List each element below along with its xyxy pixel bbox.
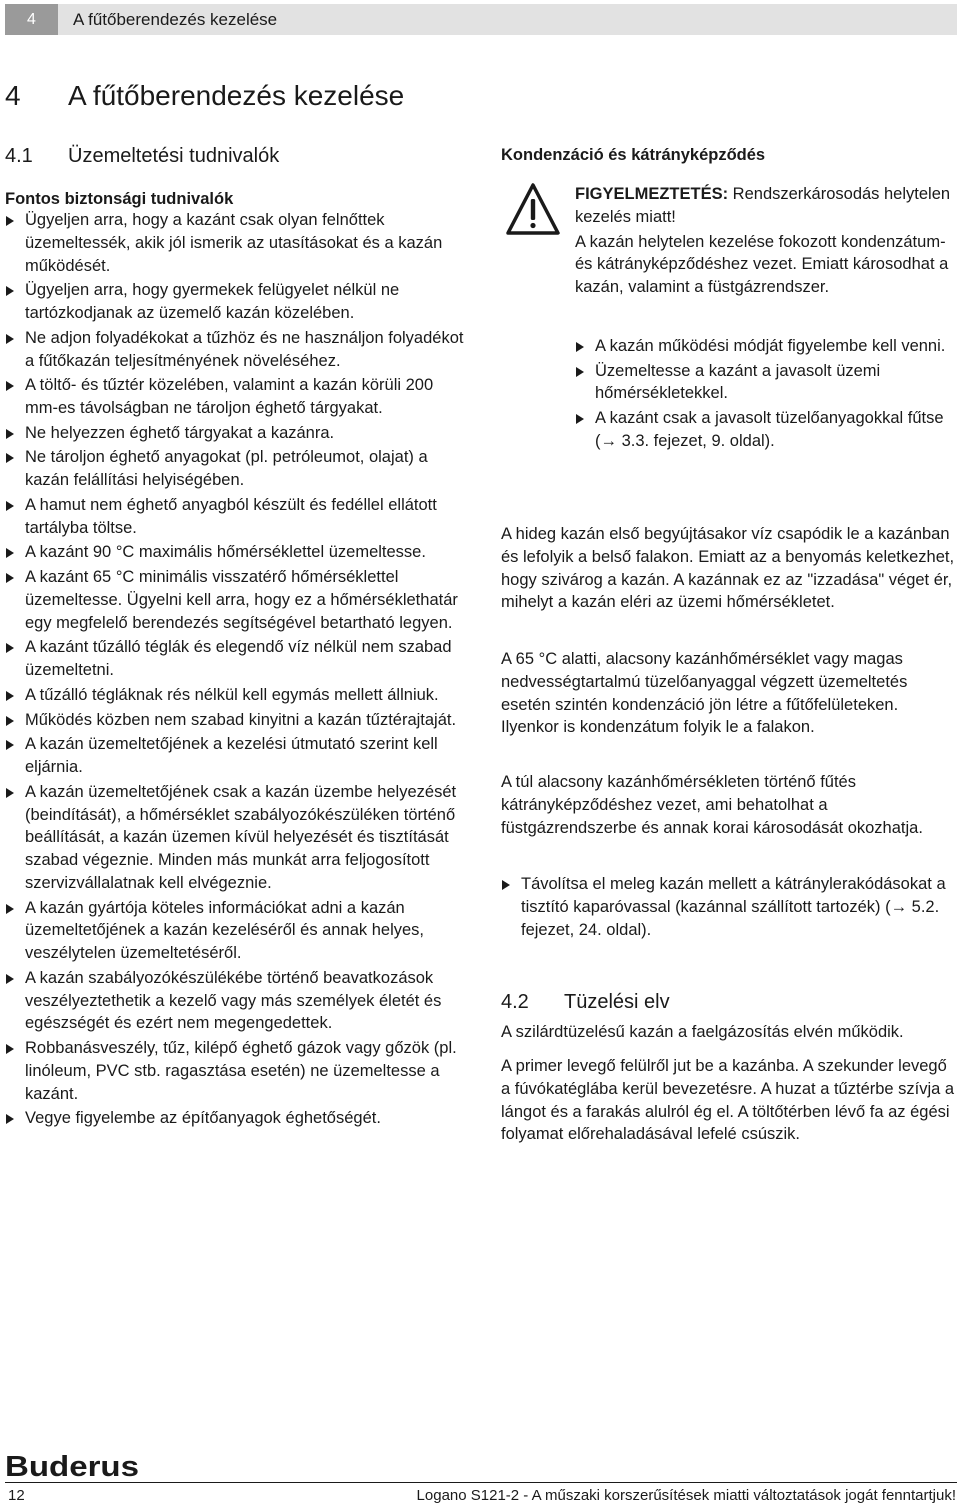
bullet-item xyxy=(5,494,467,540)
bullet-text: A kazánt tűzálló téglák és elegendő víz nélkül nem szabad üzemeltetni. xyxy=(25,638,452,680)
bullet-item xyxy=(5,636,467,682)
bullet-item xyxy=(5,446,467,492)
warning-label: FIGYELMEZTETÉS: xyxy=(575,185,729,203)
bullet-arrow-icon xyxy=(6,501,14,511)
bullet-text: A kazán működési módját figyelembe kell venni. xyxy=(595,337,946,355)
bullet-text: A kazánt csak a javasolt tüzelőanyagokkal fűtse (→ 3.3. fejezet, 9. oldal). xyxy=(595,409,944,450)
bullet-arrow-icon xyxy=(6,691,14,701)
section-4-2-title xyxy=(501,991,670,1014)
bullet-text: A tűzálló tégláknak rés nélkül kell egymás mellett állniuk. xyxy=(25,685,439,704)
bullet-text: Ügyeljen arra, hogy gyermekek felügyelet nélkül ne tartózkodjanak az üzemelő kazán közelében. xyxy=(25,281,400,323)
condensation-paragraph-1: A hideg kazán első begyújtásakor víz csapódik le a kazánban és lefolyik a belső falakon. Emiatt az a benyomás keletkezhet, hogy szivárog a kazán. A kazánnak ez az "izzadása" véget ér, mihelyt a kazán eléri az üzemi hőmérsékletet. xyxy=(501,525,955,612)
bullet-arrow-icon xyxy=(576,367,584,377)
bullet-arrow-icon xyxy=(502,880,510,890)
bullet-item xyxy=(5,566,467,634)
bullet-arrow-icon xyxy=(6,216,14,226)
bullet-arrow-icon xyxy=(6,548,14,558)
bullet-text: A kazán üzemeltetőjének csak a kazán üzembe helyezését (beindítását), a hőmérséklet szabályozókészüléken történő beállítását, a kazán üzemen kívül helyezését és tisztítását szabad végeznie. Minden más munkát arra feljogosított szervizvállalatnak kell elvégeznie. xyxy=(25,782,457,892)
page-number: 12 xyxy=(8,1487,25,1504)
bullet-arrow-icon xyxy=(6,429,14,439)
bullet-arrow-icon xyxy=(6,904,14,914)
bullet-item xyxy=(5,1107,467,1130)
chapter-number: 4 xyxy=(5,80,21,111)
bullet-item xyxy=(5,541,467,564)
buderus-logo xyxy=(5,1452,140,1480)
section-number: 4.2 xyxy=(501,991,529,1013)
bullet-item xyxy=(5,327,467,373)
bullet-item xyxy=(575,360,958,406)
warning-triangle-icon xyxy=(505,181,561,247)
chapter-title xyxy=(5,80,404,112)
bullet-item xyxy=(5,781,467,895)
bullet-arrow-icon xyxy=(6,1044,14,1054)
condensation-paragraph-2: A 65 °C alatti, alacsony kazánhőmérséklet vagy magas nedvességtartalmú tüzelőanyaggal végzett üzemeltetés esetén szintén kondenzáció jön létre a fűtőfelületeken. Ilyenkor is kondenzátum folyik le a falakon. xyxy=(501,650,908,737)
running-header xyxy=(5,4,957,35)
bullet-arrow-icon xyxy=(6,716,14,726)
bullet-text: Távolítsa el meleg kazán mellett a kátránylerakódásokat a tisztító kaparóvassal (kazánnal szállított tartozék) (→ 5.2. fejezet, 24. oldal). xyxy=(521,875,946,939)
bullet-arrow-icon xyxy=(6,740,14,750)
bullet-arrow-icon xyxy=(6,453,14,463)
bullet-arrow-icon xyxy=(6,974,14,984)
bullet-item xyxy=(501,873,956,941)
footer-rule xyxy=(5,1482,957,1483)
bullet-item xyxy=(5,709,467,732)
bullet-arrow-icon xyxy=(6,788,14,798)
firing-paragraph-2: A primer levegő felülről jut be a kazánba. A szekunder levegő a fúvókatéglába kerül bevezetésre. A huzat a tűztérbe szívja a lángot és a farakás alulról ég el. A töltőtérben lévő fa az égési folyamat előrehaladásával lefelé csúszik. xyxy=(501,1057,955,1144)
bullet-text: A kazánt 65 °C minimális visszatérő hőmérséklettel üzemeltesse. Ügyelni kell arra, hogy ez a hőmérséklethatár egy megfelelő berendezés segítségével betartható legyen. xyxy=(25,568,458,632)
bullet-text: A töltő- és tűztér közelében, valamint a kazán körüli 200 mm-es távolságban ne tároljon éghető tárgyakat. xyxy=(25,376,434,418)
condensation-bullet-list xyxy=(501,873,956,943)
bullet-arrow-icon xyxy=(6,286,14,296)
warning-paragraph: A kazán helytelen kezelése fokozott kondenzátum- és kátrányképződéshez vezet. Emiatt károsodhat a kazán, valamint a füstgázrendszer. xyxy=(575,232,949,297)
firing-paragraph-1: A szilárdtüzelésű kazán a faelgázosítás elvén működik. xyxy=(501,1023,904,1041)
condensation-heading: Kondenzáció és kátrányképződés xyxy=(501,146,766,164)
bullet-arrow-icon xyxy=(6,334,14,344)
bullet-item xyxy=(5,1037,467,1105)
bullet-arrow-icon xyxy=(6,381,14,391)
bullet-arrow-icon xyxy=(576,342,584,352)
section-4-1-title xyxy=(5,145,279,168)
bullet-text: A kazán gyártója köteles információkat adni a kazán üzemeltetőjének a kazán kezeléséről és annak helyes, veszélytelen üzemeltetéséről. xyxy=(25,898,424,963)
bullet-arrow-icon xyxy=(576,414,584,424)
bullet-arrow-icon xyxy=(6,643,14,653)
bullet-item xyxy=(5,279,467,325)
bullet-item xyxy=(5,422,467,445)
safety-bullet-list xyxy=(5,209,467,1132)
bullet-arrow-icon xyxy=(6,1114,14,1124)
bullet-text: Robbanásveszély, tűz, kilépő éghető gázok vagy gőzök (pl. linóleum, PVC stb. ragasztása esetén) ne üzemeltesse a kazánt. xyxy=(25,1039,457,1103)
bullet-item xyxy=(5,897,467,965)
bullet-text: Ügyeljen arra, hogy a kazánt csak olyan felnőttek üzemeltessék, akik jól ismerik az utasításokat és a kazán működését. xyxy=(25,211,443,275)
bullet-text: Üzemeltesse a kazánt a javasolt üzemi hőmérsékletekkel. xyxy=(595,361,881,403)
bullet-text: A hamut nem éghető anyagból készült és fedéllel ellátott tartályba töltse. xyxy=(25,495,437,537)
bullet-text: Ne adjon folyadékokat a tűzhöz és ne használjon folyadékot a fűtőkazán teljesítményének növeléséhez. xyxy=(25,328,464,370)
header-chapter-title: A fűtőberendezés kezelése xyxy=(58,4,957,35)
bullet-item xyxy=(5,684,467,707)
section-title-text: Üzemeltetési tudnivalók xyxy=(68,145,280,167)
bullet-text: A kazán szabályozókészülékébe történő beavatkozások veszélyeztethetik a kezelő vagy más személyek életét és egészségét és ezért nem megengedettek. xyxy=(25,968,442,1033)
condensation-paragraph-3: A túl alacsony kazánhőmérsékleten történő fűtés kátrányképződéshez vezet, ami behatolhat a füstgázrendszerbe és annak korai károsodását okozhatja. xyxy=(501,773,923,837)
bullet-item xyxy=(575,407,958,453)
bullet-text: Vegye figyelembe az építőanyagok éghetőségét. xyxy=(25,1109,381,1128)
section-number: 4.1 xyxy=(5,145,33,167)
bullet-item xyxy=(575,335,958,358)
bullet-text: Működés közben nem szabad kinyitni a kazán tűztérajtaját. xyxy=(25,710,457,729)
bullet-text: A kazánt 90 °C maximális hőmérséklettel üzemeltesse. xyxy=(25,543,426,562)
bullet-item xyxy=(5,733,467,779)
chapter-title-text: A fűtőberendezés kezelése xyxy=(68,80,405,111)
warning-bullet-list xyxy=(575,335,958,455)
warning-title xyxy=(575,183,958,229)
section-title-text: Tüzelési elv xyxy=(564,991,670,1013)
bullet-text: A kazán üzemeltetőjének a kezelési útmutató szerint kell eljárnia. xyxy=(25,735,438,777)
logo-text: Buderus xyxy=(5,1452,139,1480)
bullet-item xyxy=(5,209,467,277)
bullet-item xyxy=(5,374,467,420)
safety-heading: Fontos biztonsági tudnivalók xyxy=(5,190,234,208)
bullet-item xyxy=(5,967,467,1035)
bullet-text: Ne helyezzen éghető tárgyakat a kazánra. xyxy=(25,423,335,442)
bullet-text: Ne tároljon éghető anyagokat (pl. petróleumot, olajat) a kazán felállítási helyiségében. xyxy=(25,448,428,490)
footer-text: Logano S121-2 - A műszaki korszerűsítések miatti változtatások jogát fenntartjuk! xyxy=(416,1487,956,1504)
warning-block xyxy=(575,183,958,299)
warning-text: Rendszerkárosodás helytelen kezelés miatt! xyxy=(575,185,951,226)
bullet-arrow-icon xyxy=(6,573,14,583)
header-chapter-number: 4 xyxy=(5,4,58,35)
